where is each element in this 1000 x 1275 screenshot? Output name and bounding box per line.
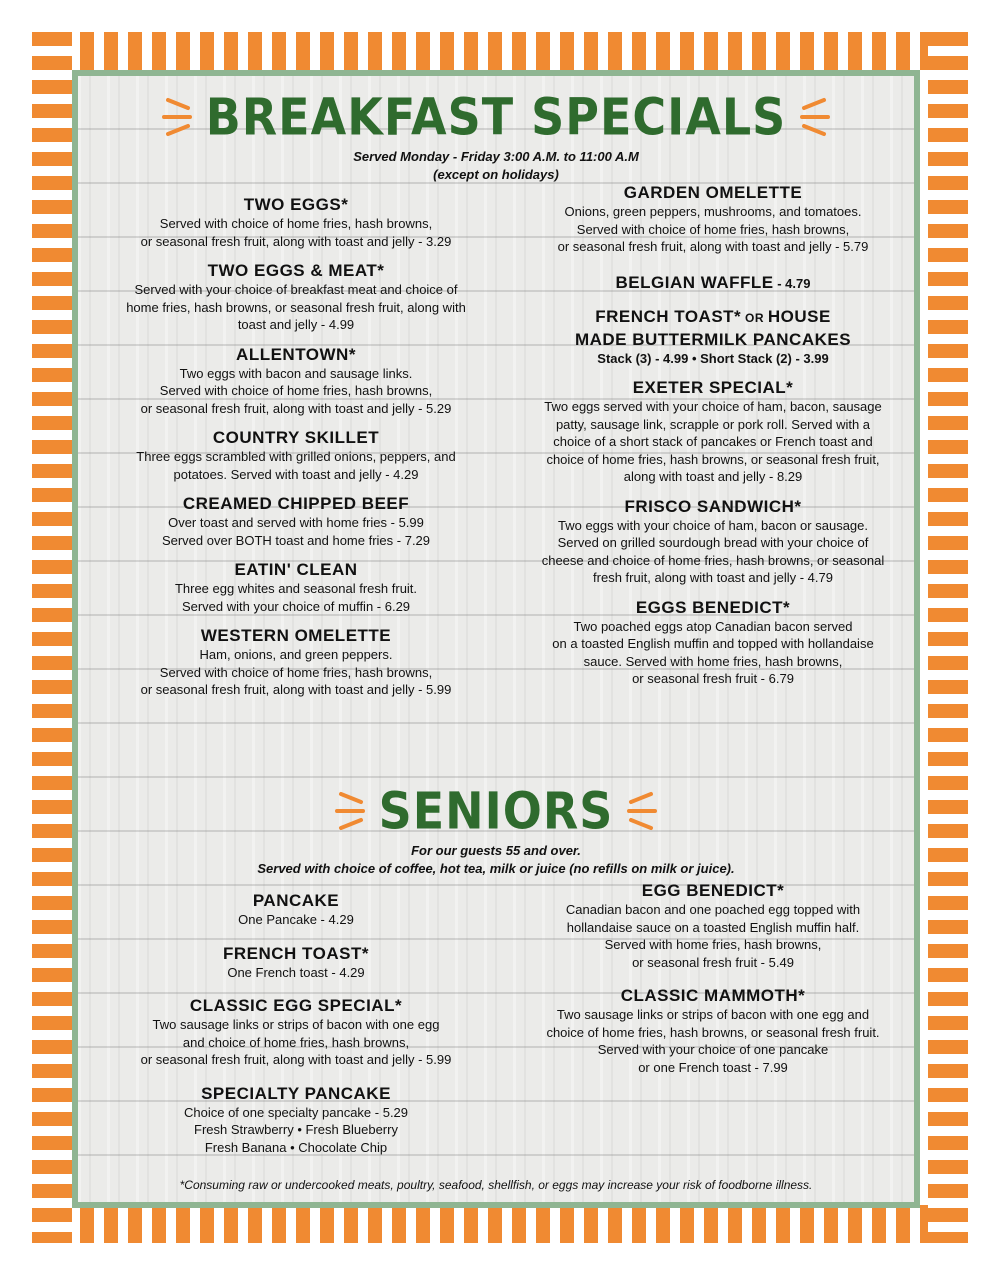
item-desc-line: potatoes. Served with toast and jelly - 4.29: [173, 466, 419, 482]
item-desc-line: sauce. Served with home fries, hash browns,: [583, 653, 843, 669]
item-desc-line: or seasonal fresh fruit, along with toast and jelly - 5.29: [140, 400, 452, 416]
item-desc-line: Canadian bacon and one poached egg topped with: [565, 902, 861, 917]
item-desc-line: Two sausage links or strips of bacon with one egg and: [556, 1007, 870, 1022]
breakfast-header: [78, 87, 914, 184]
item-name: EGG BENEDICT*: [641, 881, 785, 900]
item-name: EXETER SPECIAL*: [632, 378, 794, 397]
item-desc-line: Served with choice of home fries, hash browns,: [159, 383, 433, 398]
menu-panel: [72, 70, 920, 1208]
item-desc-line: Two eggs with bacon and sausage links.: [179, 365, 413, 381]
item-desc-line: and choice of home fries, hash browns,: [182, 1034, 410, 1050]
item-desc-line: Two sausage links or strips of bacon with one egg: [152, 1017, 440, 1032]
burst-right-icon: [800, 97, 832, 137]
menu-item-pancake: [96, 890, 496, 929]
item-desc-line: One Pancake - 4.29: [238, 912, 354, 927]
item-name: PANCAKE: [252, 891, 340, 910]
item-desc-line: fresh fruit, along with toast and jelly - 4.79: [593, 570, 833, 585]
striped-border-bottom: [32, 1205, 968, 1243]
menu-item-exeter-special: [518, 377, 908, 486]
item-name: TWO EGGS & MEAT*: [207, 261, 385, 280]
item-desc-line: home fries, hash browns, or seasonal fresh fruit, along with: [126, 299, 466, 315]
breakfast-title: BREAKFAST SPECIALS: [205, 87, 787, 147]
item-desc-line: hollandaise sauce on a toasted English muffin half.: [566, 919, 860, 935]
menu-item-two-eggs-meat: [96, 260, 496, 334]
item-desc-line: Stack (3) - 4.99 • Short Stack (2) - 3.99: [597, 350, 829, 366]
menu-item-classic-mammoth: [518, 985, 908, 1076]
item-desc-line: Served with your choice of muffin - 6.29: [181, 598, 411, 614]
striped-border-right: [928, 32, 968, 1243]
menu-item-western-omelette: [96, 625, 496, 699]
item-name: [518, 306, 908, 329]
striped-border-top: [32, 32, 968, 70]
item-desc-line: Fresh Banana • Chocolate Chip: [204, 1139, 388, 1155]
burst-left-icon: [333, 791, 365, 831]
item-desc-line: choice of a short stack of pancakes or French toast and: [553, 434, 873, 449]
item-desc-line: Two eggs with your choice of ham, bacon or sausage.: [557, 517, 868, 533]
waffle-name: BELGIAN WAFFLE: [615, 272, 774, 292]
menu-item-specialty-pancake: [96, 1083, 496, 1157]
item-desc-line: or seasonal fresh fruit, along with toast and jelly - 5.79: [557, 239, 869, 254]
item-desc-line: or seasonal fresh fruit - 5.49: [632, 954, 794, 970]
seniors-drink-note: Served with choice of coffee, hot tea, milk or juice (no refills on milk or juice).: [257, 861, 735, 876]
item-desc-line: Served with your choice of breakfast meat and choice of: [134, 282, 458, 297]
item-name: EATIN' CLEAN: [234, 560, 358, 579]
item-name: GARDEN OMELETTE: [623, 183, 803, 202]
item-desc-line: Served on grilled sourdough bread with your choice of: [557, 535, 869, 550]
item-desc-line: choice of home fries, hash browns, or seasonal fresh fruit.: [546, 1024, 880, 1040]
item-name: TWO EGGS*: [243, 195, 349, 214]
menu-item-allentown: [96, 344, 496, 418]
item-desc-line: Served with choice of home fries, hash browns,: [576, 221, 850, 237]
striped-border-left: [32, 32, 72, 1243]
menu-item-senior-french-toast: [96, 943, 496, 982]
item-name: CREAMED CHIPPED BEEF: [182, 494, 410, 513]
item-desc-line: or seasonal fresh fruit, along with toast and jelly - 5.99: [140, 682, 452, 697]
waffle-price: - 4.79: [773, 275, 811, 291]
menu-item-frisco-sandwich: [518, 496, 908, 587]
menu-item-eggs-benedict: [518, 597, 908, 688]
burst-left-icon: [160, 97, 192, 137]
item-desc-line: or seasonal fresh fruit - 6.79: [632, 671, 794, 686]
menu-item-classic-egg-special: [96, 995, 496, 1069]
item-desc-line: Three egg whites and seasonal fresh fruit.: [174, 581, 418, 596]
item-desc-line: choice of home fries, hash browns, or seasonal fresh fruit,: [546, 451, 880, 467]
menu-item-french-toast-pancakes: [518, 306, 908, 368]
burst-right-icon: [627, 791, 659, 831]
seniors-right-column: [518, 880, 908, 1086]
item-desc-line: Served with home fries, hash browns,: [604, 937, 822, 952]
item-name: SPECIALTY PANCAKE: [201, 1083, 391, 1103]
item-name: CLASSIC MAMMOTH*: [620, 986, 806, 1005]
item-name: ALLENTOWN*: [236, 344, 356, 364]
seniors-age-note: For our guests 55 and over.: [411, 843, 581, 858]
item-desc-line: Onions, green peppers, mushrooms, and tomatoes.: [564, 204, 862, 219]
item-desc-line: Two eggs served with your choice of ham, bacon, sausage: [544, 399, 882, 414]
item-name: FRISCO SANDWICH*: [624, 496, 802, 516]
menu-item-creamed-chipped-beef: [96, 493, 496, 549]
or-text: OR: [741, 310, 768, 325]
item-name: CLASSIC EGG SPECIAL*: [189, 996, 403, 1015]
breakfast-hours: Served Monday - Friday 3:00 A.M. to 11:00 A.M: [353, 149, 639, 164]
item-desc-line: Fresh Strawberry • Fresh Blueberry: [194, 1122, 398, 1137]
item-name: WESTERN OMELETTE: [200, 626, 392, 645]
item-desc-line: Served with choice of home fries, hash browns,: [159, 664, 433, 680]
wood-background: [78, 76, 914, 1202]
item-desc-line: along with toast and jelly - 8.29: [623, 469, 803, 484]
item-desc-line: or one French toast - 7.99: [638, 1059, 788, 1075]
item-desc-line: or seasonal fresh fruit, along with toast and jelly - 3.29: [140, 233, 452, 249]
item-desc-line: Ham, onions, and green peppers.: [199, 647, 393, 662]
item-desc-line: patty, sausage link, scrapple or pork roll. Served with a: [555, 416, 871, 432]
pancakes-name: MADE BUTTERMILK PANCAKES: [574, 329, 852, 349]
menu-item-egg-benedict: [518, 880, 908, 971]
item-desc-line: cheese and choice of home fries, hash browns, or seasonal: [541, 552, 885, 568]
item-desc-line: Served over BOTH toast and home fries - 7.29: [161, 532, 431, 548]
item-desc-line: One French toast - 4.29: [227, 964, 365, 980]
item-desc-line: Served with choice of home fries, hash browns,: [159, 216, 433, 231]
breakfast-right-column: [518, 182, 908, 698]
item-desc-line: Two poached eggs atop Canadian bacon served: [573, 618, 853, 634]
item-desc-line: Served with your choice of one pancake: [597, 1042, 829, 1057]
item-desc-line: toast and jelly - 4.99: [237, 317, 355, 332]
seniors-title: SENIORS: [378, 781, 614, 841]
item-name: [518, 272, 908, 294]
breakfast-left-column: [96, 194, 496, 709]
item-desc-line: Choice of one specialty pancake - 5.29: [183, 1104, 409, 1120]
seniors-left-column: [96, 890, 496, 1166]
item-desc-line: Three eggs scrambled with grilled onions, peppers, and: [136, 449, 456, 464]
french-toast-name: FRENCH TOAST*: [595, 306, 742, 326]
menu-item-two-eggs: [96, 194, 496, 250]
menu-item-garden-omelette: [518, 182, 908, 256]
item-desc-line: on a toasted English muffin and topped with hollandaise: [552, 636, 874, 651]
item-name: EGGS BENEDICT*: [635, 597, 791, 617]
item-name: COUNTRY SKILLET: [212, 428, 380, 447]
menu-item-belgian-waffle: [518, 272, 908, 294]
menu-item-country-skillet: [96, 427, 496, 483]
house-text: HOUSE: [767, 306, 831, 326]
foodborne-illness-disclaimer: *Consuming raw or undercooked meats, poultry, seafood, shellfish, or eggs may increase your risk of foodborne illness.: [179, 1178, 813, 1192]
menu-item-eatin-clean: [96, 559, 496, 615]
item-desc-line: Over toast and served with home fries - 5.99: [168, 515, 424, 530]
item-name: FRENCH TOAST*: [223, 943, 369, 963]
breakfast-holiday-note: (except on holidays): [433, 167, 559, 182]
seniors-header: [78, 781, 914, 878]
item-desc-line: or seasonal fresh fruit, along with toast and jelly - 5.99: [140, 1052, 452, 1067]
